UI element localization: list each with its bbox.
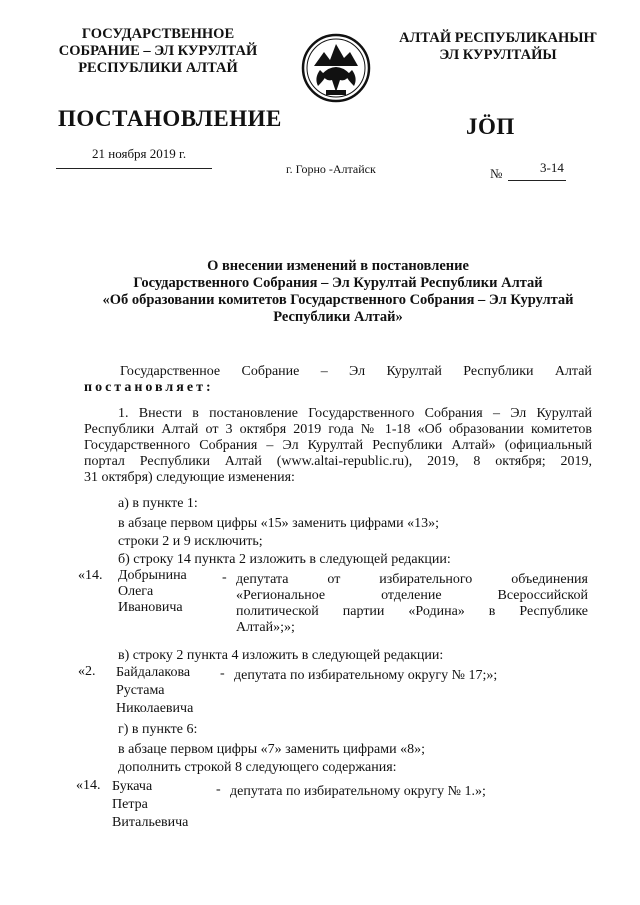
number-underline — [508, 180, 566, 181]
deputy-description — [236, 572, 588, 636]
dash: - — [216, 782, 221, 797]
item-1-line: портал Республики Алтай (www.altai-republic.ru), 2019, 8 октября; 2019, — [84, 454, 592, 469]
subitem-g-line: дополнить строкой 8 следующего содержания: — [118, 760, 397, 775]
subitem-g-line: в абзаце первом цифры «7» заменить цифрами «8»; — [118, 742, 425, 757]
name-line: Николаевича — [116, 701, 194, 716]
preamble-word: – — [320, 364, 328, 379]
preamble-word: Республики — [463, 364, 534, 379]
item-1-line: Республики Алтай от 3 октября 2019 года № 1-18 «Об образовании комитетов — [84, 422, 592, 437]
subject-line: Государственного Собрания – Эл Курултай Республики Алтай — [133, 275, 543, 291]
item-1-line: 1. Внести в постановление Государственного Собрания – Эл Курултай — [118, 406, 592, 421]
name-line: Ивановича — [118, 600, 183, 615]
description-line: «Региональное отделение Всероссийской — [236, 588, 588, 603]
item-1-line: 31 октября) следующие изменения: — [84, 470, 295, 485]
coat-of-arms-emblem — [300, 30, 372, 106]
doc-type-altai: JÖП — [466, 114, 515, 139]
document-city: г. Горно -Алтайск — [286, 162, 376, 176]
deputy-name — [118, 568, 187, 616]
name-line: Витальевича — [112, 815, 189, 830]
item-1-paragraph — [84, 406, 592, 486]
description-line: политической партии «Родина» в Республике — [236, 604, 588, 619]
subitem-a-line: строки 2 и 9 исключить; — [118, 534, 263, 549]
preamble-verb: постановляет: — [84, 380, 214, 395]
date-underline — [56, 168, 212, 169]
row-number: «14. — [76, 778, 101, 793]
subitem-a — [118, 496, 588, 550]
subject-line: «Об образовании комитетов Государственного Собрания – Эл Курултай — [102, 292, 574, 308]
deputy-name — [116, 664, 193, 718]
deputy-description: депутата по избирательному округу № 17;»; — [234, 668, 498, 683]
document-subject — [88, 258, 588, 326]
preamble-word: Государственное — [120, 364, 221, 379]
subitem-a-heading: а) в пункте 1: — [118, 496, 198, 511]
name-line: Букача — [112, 779, 153, 794]
item-1-line: Государственного Собрания – Эл Курултай Республики Алтай» (официальный — [84, 438, 592, 453]
name-line: Рустама — [116, 683, 165, 698]
description-line: депутата от избирательного объединения — [236, 572, 588, 587]
name-line: Добрынина — [118, 568, 187, 583]
subitem-b-heading: б) строку 14 пункта 2 изложить в следующей редакции: — [118, 552, 451, 567]
preamble-word: Собрание — [241, 364, 300, 379]
document-number: 3-14 — [540, 160, 564, 175]
issuer-line: ЭЛ КУРУЛТАЙЫ — [439, 47, 557, 63]
name-line: Байдалакова — [116, 665, 191, 680]
subitem-g-heading: г) в пункте 6: — [118, 722, 198, 737]
dash: - — [220, 666, 225, 681]
doc-type-russian: ПОСТАНОВЛЕНИЕ — [58, 106, 282, 131]
subitem-a-line: в абзаце первом цифры «15» заменить цифрами «13»; — [118, 516, 439, 531]
issuer-name-russian — [48, 26, 268, 77]
preamble-word: Эл — [349, 364, 366, 379]
preamble — [84, 364, 592, 396]
number-label: № — [490, 166, 503, 181]
issuer-line: СОБРАНИЕ – ЭЛ КУРУЛТАЙ — [58, 43, 258, 59]
preamble-line-1 — [84, 364, 592, 380]
description-line: Алтай»;»; — [236, 620, 295, 635]
preamble-word: Курултай — [386, 364, 442, 379]
preamble-word: Алтай — [554, 364, 592, 379]
name-line: Олега — [118, 584, 154, 599]
subitem-v-heading: в) строку 2 пункта 4 изложить в следующей редакции: — [118, 648, 444, 663]
subject-line: Республики Алтай» — [273, 309, 403, 325]
dash: - — [222, 570, 227, 585]
issuer-line: РЕСПУБЛИКИ АЛТАЙ — [78, 60, 238, 76]
issuer-line: ГОСУДАРСТВЕННОЕ — [81, 26, 235, 42]
deputy-name — [112, 778, 188, 832]
subitem-g — [118, 722, 588, 776]
document-date: 21 ноября 2019 г. — [92, 146, 187, 161]
issuer-name-altai — [388, 30, 608, 64]
issuer-line: АЛТАЙ РЕСПУБЛИКАНЫҤ — [399, 30, 597, 46]
name-line: Петра — [112, 797, 148, 812]
deputy-description: депутата по избирательному округу № 1.»; — [230, 784, 486, 799]
row-number: «2. — [78, 664, 96, 679]
row-number: «14. — [78, 568, 103, 583]
subject-line: О внесении изменений в постановление — [207, 258, 469, 274]
